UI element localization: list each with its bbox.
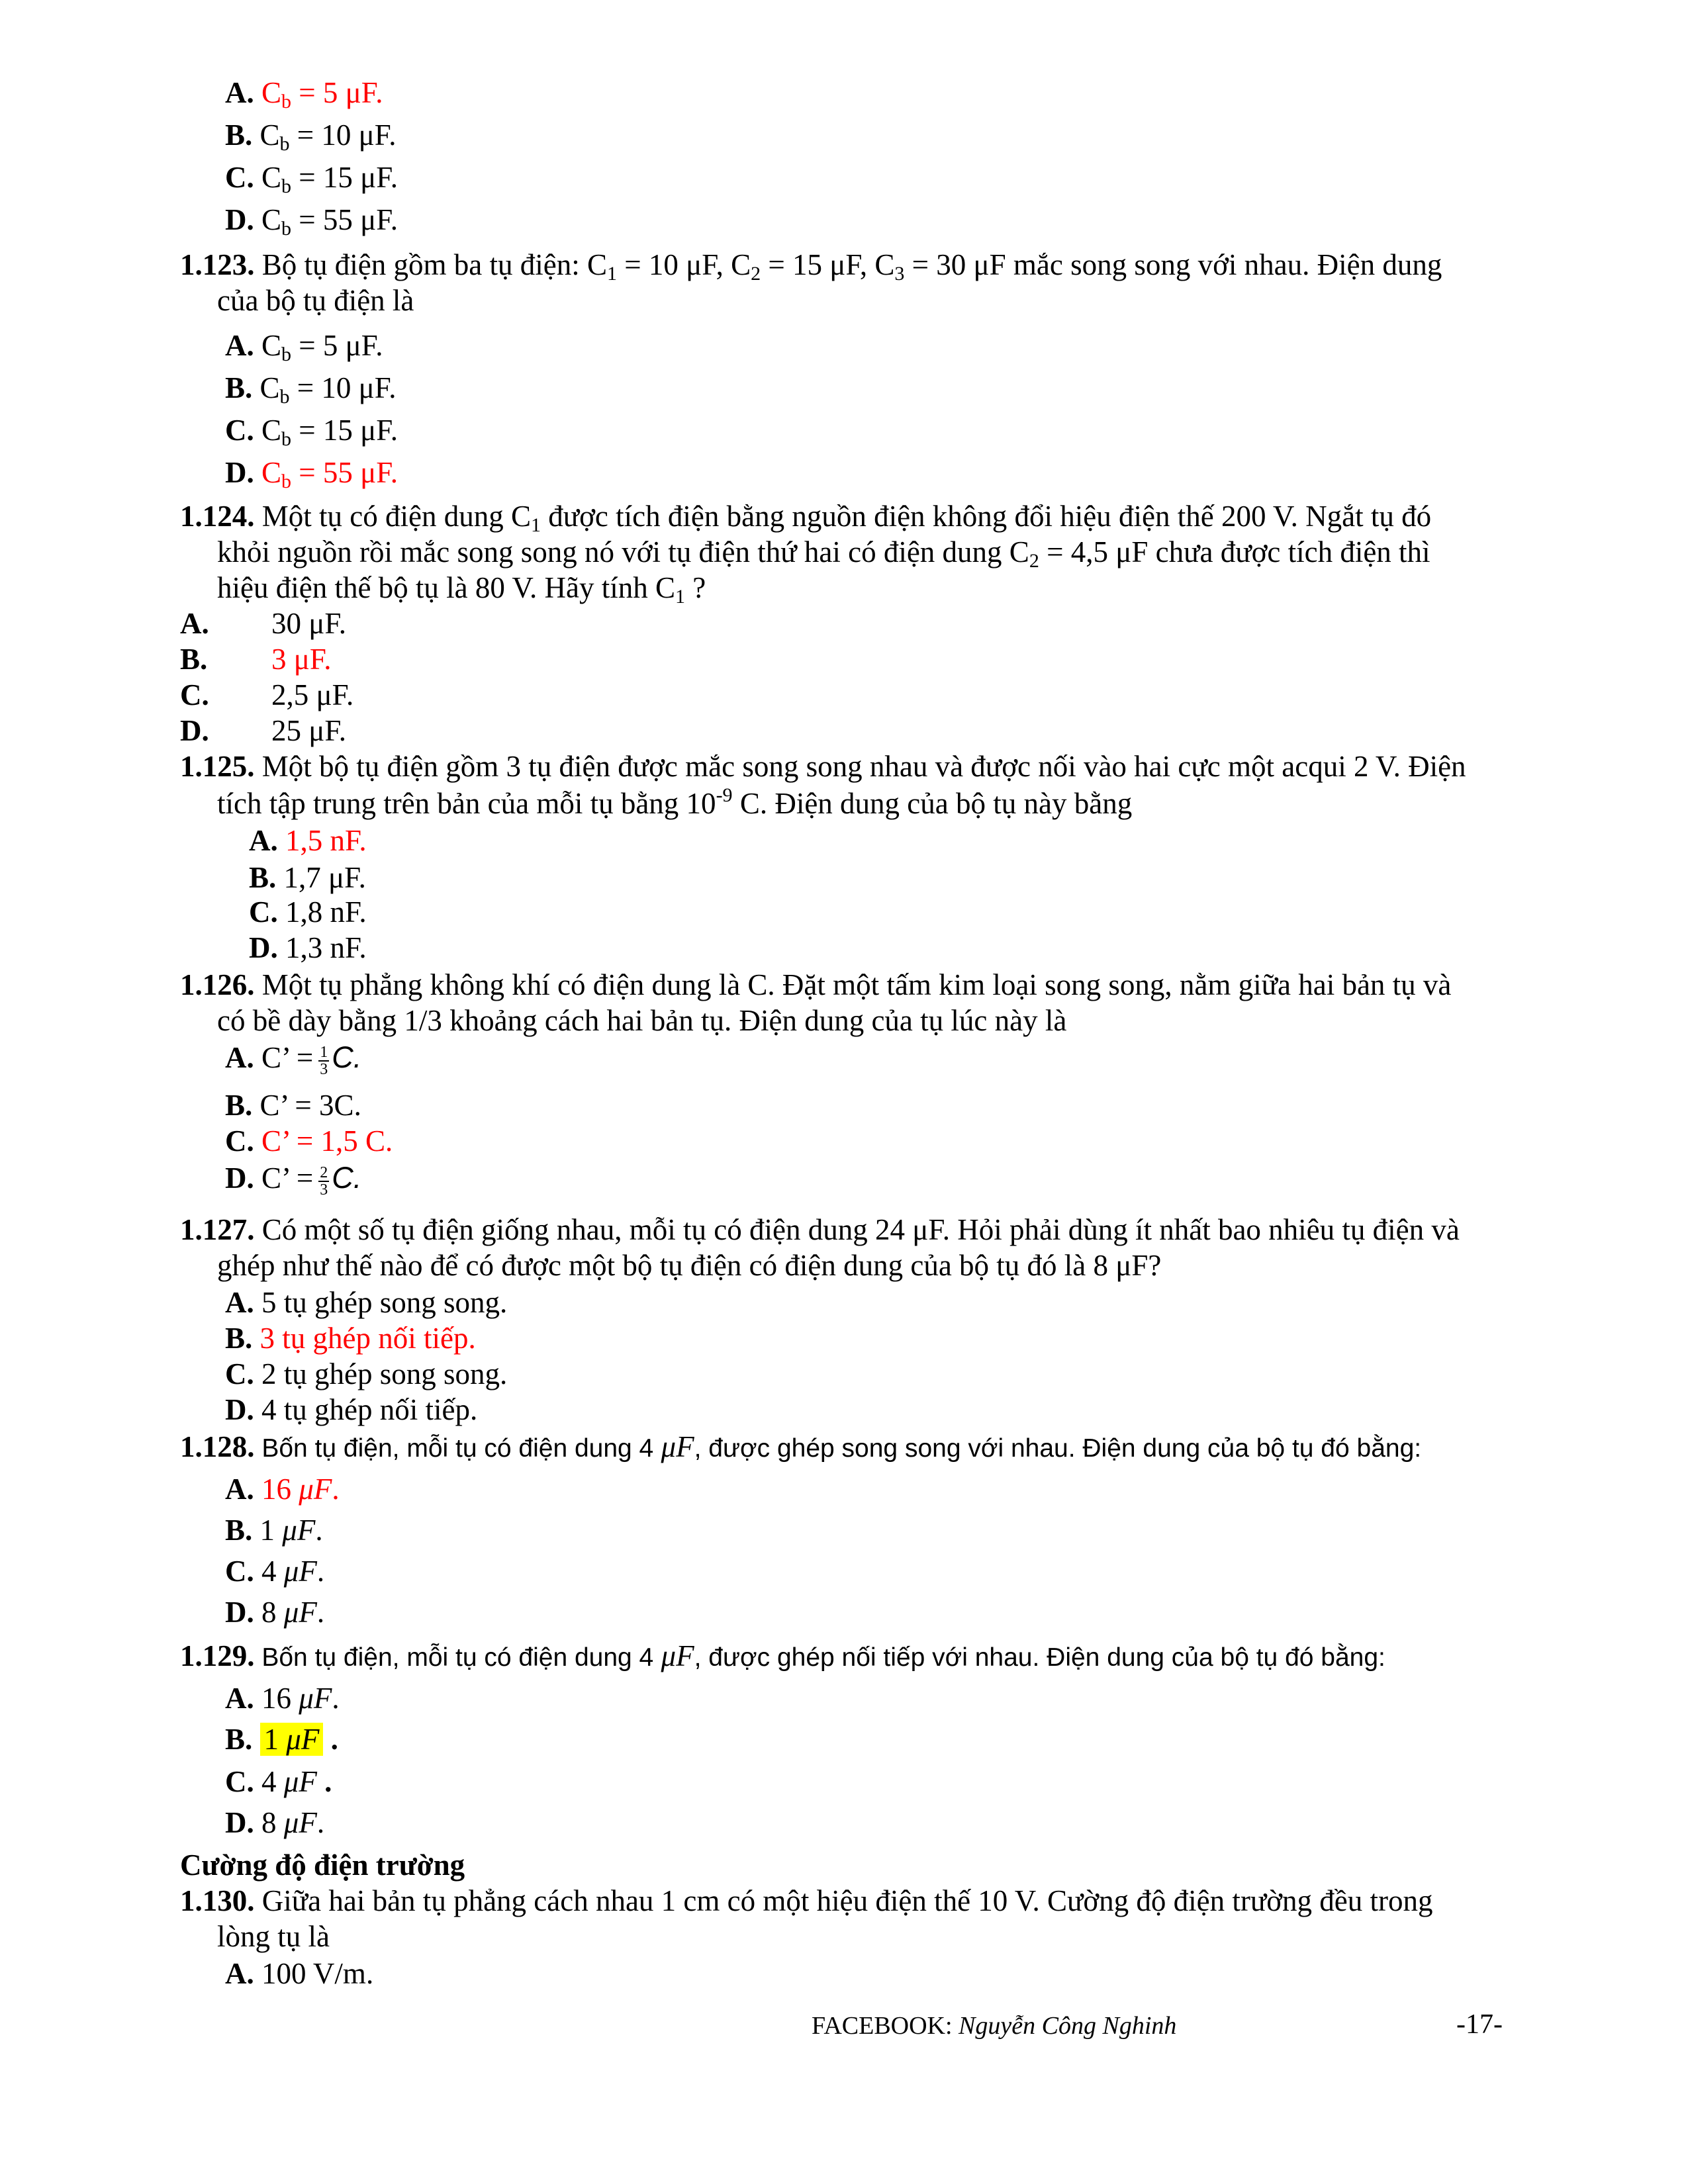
q127-option-b: B. 3 tụ ghép nối tiếp. bbox=[225, 1322, 476, 1355]
question-1-125: 1.125. Một bộ tụ điện gồm 3 tụ điện được mắc song song nhau và được nối vào hai cực một acqui 2 V. Điện bbox=[180, 750, 1466, 783]
q125-option-d: D. 1,3 nF. bbox=[249, 931, 367, 964]
q126-option-d: D. C’ = $\frac{2}{3}$ C. bbox=[225, 1161, 362, 1199]
question-1-129: 1.129. Bốn tụ điện, mỗi tụ có điện dung 4 μF, được ghép nối tiếp với nhau. Điện dung của bộ tụ đó bằng: bbox=[180, 1639, 1385, 1672]
prev-option-c: C. $C_b = 15$ μF. bbox=[225, 161, 398, 197]
q124-option-d-label: D. bbox=[180, 714, 209, 747]
q127-option-a: A. 5 tụ ghép song song. bbox=[225, 1286, 508, 1319]
q124-option-c-label: C. bbox=[180, 678, 209, 711]
footer-credit: FACEBOOK: Nguyễn Công Nghinh bbox=[812, 2012, 1177, 2040]
fraction-one-third: $\frac{1}{3}$ bbox=[320, 1043, 328, 1078]
q124-option-a-label: A. bbox=[180, 607, 209, 640]
question-1-127-line2: ghép như thế nào để có được một bộ tụ điện có điện dung của bộ tụ đó là 8 μF? bbox=[217, 1249, 1162, 1282]
q128-option-d: D. 8 μF. bbox=[225, 1596, 325, 1629]
q123-option-a: A. $C_b = 5$ μF. bbox=[225, 329, 383, 365]
highlighted-answer: 1 μF bbox=[260, 1723, 324, 1756]
prev-option-a: A. $C_b = 5$ μF. bbox=[225, 76, 383, 113]
q123-option-c: C. $C_b = 15$ μF. bbox=[225, 414, 398, 450]
question-1-124: 1.124. Một tụ có điện dung $C_1$ được tích điện bằng nguồn điện không đổi hiệu điện thế 200 V. Ngắt tụ đó bbox=[180, 500, 1432, 536]
q127-option-d: D. 4 tụ ghép nối tiếp. bbox=[225, 1393, 478, 1426]
question-1-126-line2: có bề dày bằng 1/3 khoảng cách hai bản tụ. Điện dung của tụ lúc này là bbox=[217, 1004, 1067, 1037]
question-1-123-line2: của bộ tụ điện là bbox=[217, 284, 414, 317]
q125-option-c: C. 1,8 nF. bbox=[249, 895, 367, 929]
q123-option-d: D. $C_b = 55$ μF. bbox=[225, 456, 398, 492]
q125-option-b: B. 1,7 μF. bbox=[249, 861, 366, 894]
q126-option-a: A. C’ = $\frac{1}{3}$ C. bbox=[225, 1040, 362, 1078]
fraction-two-thirds: $\frac{2}{3}$ bbox=[320, 1163, 328, 1199]
q125-option-a: A. 1,5 nF. bbox=[249, 824, 367, 857]
question-1-128: 1.128. Bốn tụ điện, mỗi tụ có điện dung 4 μF, được ghép song song với nhau. Điện dung của bộ tụ đó bằng: bbox=[180, 1430, 1422, 1463]
q129-option-c: C. 4 μF . bbox=[225, 1765, 332, 1798]
prev-option-d: D. $C_b = 55$ μF. bbox=[225, 203, 398, 240]
question-1-126: 1.126. Một tụ phẳng không khí có điện dung là C. Đặt một tấm kim loại song song, nằm giữa hai bản tụ và bbox=[180, 968, 1452, 1001]
q124-option-c: 2,5 μF. bbox=[271, 678, 354, 711]
question-1-127: 1.127. Có một số tụ điện giống nhau, mỗi tụ có điện dung 24 μF. Hỏi phải dùng ít nhất bao nhiêu tụ điện và bbox=[180, 1213, 1460, 1246]
q126-option-c: C. C’ = 1,5 C. bbox=[225, 1124, 393, 1158]
page-number: -17- bbox=[1456, 2009, 1503, 2040]
q129-option-a: A. 16 μF. bbox=[225, 1682, 340, 1715]
question-1-130-line2: lòng tụ là bbox=[217, 1920, 330, 1953]
question-1-130: 1.130. Giữa hai bản tụ phẳng cách nhau 1 cm có một hiệu điện thế 10 V. Cường độ điện trường đều trong bbox=[180, 1884, 1433, 1917]
q129-option-d: D. 8 μF. bbox=[225, 1806, 325, 1839]
section-heading: Cường độ điện trường bbox=[180, 1848, 465, 1882]
q124-option-a: 30 μF. bbox=[271, 607, 347, 640]
q128-option-c: C. 4 μF. bbox=[225, 1555, 325, 1588]
q128-option-b: B. 1 μF. bbox=[225, 1514, 323, 1547]
q128-option-a: A. 16 μF. bbox=[225, 1473, 340, 1506]
question-1-124-line2: khỏi nguồn rồi mắc song song nó với tụ điện thứ hai có điện dung $C_2 = 4,5$ μF chưa được tích điện thì bbox=[217, 535, 1430, 572]
q123-option-b: B. $C_b = 10$ μF. bbox=[225, 371, 397, 408]
question-1-123: 1.123. Bộ tụ điện gồm ba tụ điện: $C_1 = 10$ μF, $C_2 = 15$ μF, $C_3 = 30$ μF mắc song song với nhau. Điện dung bbox=[180, 248, 1442, 285]
question-1-125-line2: tích tập trung trên bản của mỗi tụ bằng $10^{-9}$ C. Điện dung của bộ tụ này bằng bbox=[217, 784, 1133, 820]
question-1-124-line3: hiệu điện thế bộ tụ là 80 V. Hãy tính $C_1$ ? bbox=[217, 571, 706, 608]
q126-option-b: B. C’ = 3C. bbox=[225, 1089, 361, 1122]
q130-option-a: A. 100 V/m. bbox=[225, 1957, 374, 1990]
q124-option-b-label: B. bbox=[180, 643, 208, 676]
prev-option-b: B. $C_b = 10$ μF. bbox=[225, 118, 397, 155]
q129-option-b: B. 1 μF . bbox=[225, 1723, 338, 1756]
q124-option-b: 3 μF. bbox=[271, 643, 332, 676]
q127-option-c: C. 2 tụ ghép song song. bbox=[225, 1357, 508, 1390]
q124-option-d: 25 μF. bbox=[271, 714, 347, 747]
